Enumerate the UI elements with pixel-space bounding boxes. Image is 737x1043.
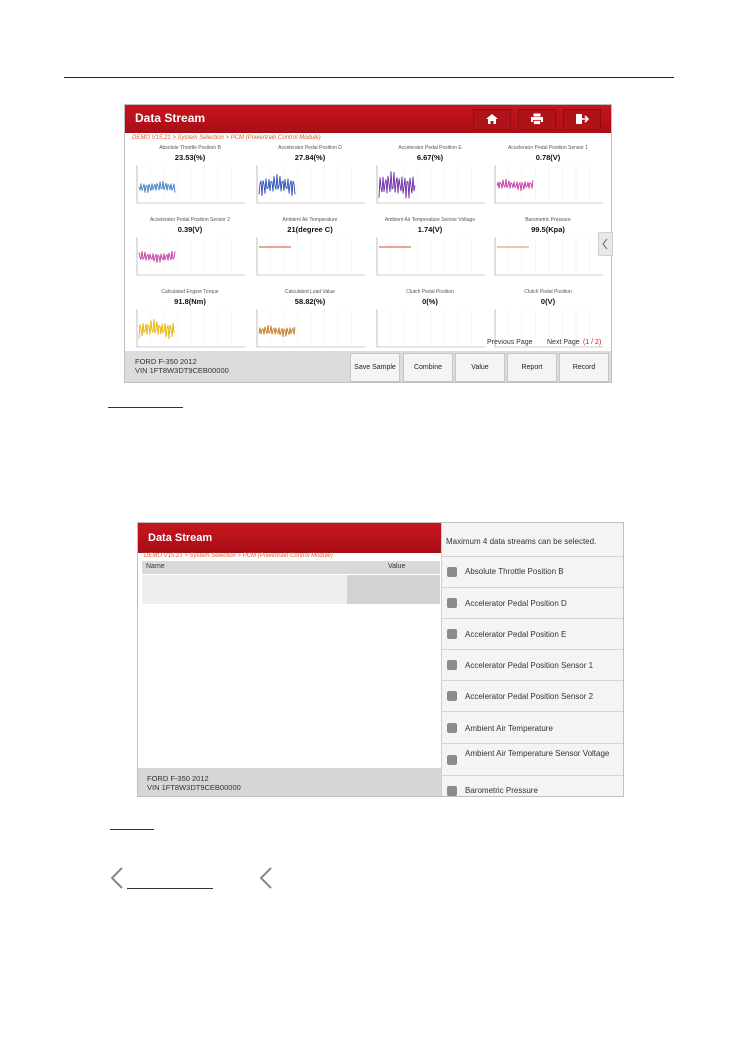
expand-panel-button[interactable] [598,232,613,256]
graph-cell[interactable] [371,217,489,285]
graph-plot [491,307,605,353]
data-stream-select-screen [137,522,624,797]
stream-option-label: Accelerator Pedal Position Sensor 2 [465,692,594,701]
graph-plot [373,163,487,209]
vehicle-info [135,357,229,375]
graph-label: Calculated Load Value [285,289,335,295]
footer-bar [125,351,611,382]
graph-cell[interactable] [131,145,249,213]
footer-bar [138,768,441,796]
home-icon [485,113,499,125]
graph-cell[interactable] [489,289,607,357]
graph-series-line [139,319,175,339]
graph-label: Accelerator Pedal Position D [278,145,342,151]
vehicle-info [147,774,241,792]
graph-plot [373,235,487,281]
chevron-left-icon [599,233,612,255]
stream-option[interactable] [442,618,624,649]
graph-label: Accelerator Pedal Position E [398,145,462,151]
graph-cell[interactable] [489,145,607,213]
home-button[interactable] [473,109,511,130]
vehicle-model: FORD F-350 2012 [135,357,197,366]
graph-cell[interactable] [131,217,249,285]
table-header [142,561,440,574]
graph-cell[interactable] [371,145,489,213]
selection-limit-message: Maximum 4 data streams can be selected. [446,537,597,546]
chevron-left-icon [108,866,126,890]
graph-label: Accelerator Pedal Position Sensor 1 [507,145,589,151]
graph-value: 99.5(Kpa) [531,225,565,234]
graph-cell[interactable] [251,289,369,357]
vehicle-vin: VIN 1FT8W3DT9CEB00000 [135,366,229,375]
stream-option-label: Accelerator Pedal Position D [465,599,567,608]
checkbox[interactable] [447,660,457,670]
report-button[interactable]: Report [507,353,557,382]
checkbox[interactable] [447,567,457,577]
checkbox[interactable] [447,691,457,701]
graph-plot [373,307,487,353]
record-button[interactable]: Record [559,353,609,382]
checkbox[interactable] [447,723,457,733]
table-row [142,575,440,604]
graph-value: 21(degree C) [287,225,333,234]
stream-option-label: Accelerator Pedal Position E [465,630,567,639]
graph-value: 0(%) [422,297,438,306]
graph-cell[interactable] [251,217,369,285]
graph-label: Clutch Pedal Position [406,289,454,295]
app-header [138,523,441,553]
graph-plot [253,163,367,209]
stream-option-label: Barometric Pressure [465,786,538,795]
print-icon [530,113,544,125]
graph-label: Calculated Engine Torque [161,289,219,295]
graph-label: Ambient Air Temperature [282,217,338,223]
graph-label: Absolute Throttle Position B [159,145,221,151]
graph-plot [253,235,367,281]
column-value: Value [388,563,406,570]
app-header [125,105,611,133]
graph-value: 91.8(Nm) [174,297,206,306]
graph-series-line [497,179,533,191]
graph-series-line [259,325,295,337]
print-button[interactable] [518,109,556,130]
page-indicator: (1 / 2) [583,339,602,346]
graph-series-line [259,174,295,196]
stream-option[interactable] [442,680,624,711]
graph-cell[interactable] [371,289,489,357]
graph-value: 6.67(%) [416,153,444,162]
graph-value: 27.84(%) [294,153,326,162]
column-name: Name [146,563,165,570]
combine-button[interactable]: Combine [403,353,453,382]
stream-option[interactable] [442,556,624,587]
graph-value: 23.53(%) [174,153,206,162]
graph-plot [133,307,247,353]
graph-label: Clutch Pedal Position [524,289,572,295]
stream-option[interactable] [442,649,624,680]
stream-option-label: Accelerator Pedal Position Sensor 1 [465,661,594,670]
graph-value: 0.39(V) [177,225,203,234]
graph-cell[interactable] [251,145,369,213]
stream-select-panel [441,523,624,796]
next-page-button[interactable]: Next Page [547,339,580,346]
page-title: Data Stream [148,532,213,544]
graph-series-line [139,181,175,193]
vehicle-model: FORD F-350 2012 [147,774,209,783]
vehicle-vin: VIN 1FT8W3DT9CEB00000 [147,783,241,792]
graph-plot [133,163,247,209]
graph-value: 1.74(V) [417,225,443,234]
section-underline [110,829,154,830]
graph-plot [253,307,367,353]
exit-icon [575,113,589,125]
previous-page-button[interactable]: Previous Page [487,339,533,346]
save-sample-button[interactable]: Save Sample [350,353,400,382]
graph-label: Ambient Air Temperature Sensor Voltage [384,217,476,223]
section-underline [108,407,183,408]
graph-value: 0(V) [540,297,556,306]
stream-option-label: Ambient Air Temperature Sensor Voltage [465,749,610,758]
section-underline [127,888,213,889]
graph-plot [491,235,605,281]
graph-plot [491,163,605,209]
graph-series-line [139,251,175,263]
data-stream-graph-screen [124,104,612,383]
stream-option[interactable] [442,743,624,775]
value-cell [347,575,440,604]
page-title: Data Stream [135,111,206,125]
chevron-left-icon [257,866,275,890]
graph-plot [133,235,247,281]
data-stream-graphs [131,145,605,349]
stream-option[interactable] [442,587,624,618]
graph-value: 58.82(%) [294,297,326,306]
stream-option-label: Absolute Throttle Position B [465,567,564,576]
stream-option[interactable] [442,711,624,743]
breadcrumb: DEMO V15.21 > System Selection > PCM (Powertrain Control Module) [132,135,321,141]
breadcrumb: DEMO V15.21 > System Selection > PCM (Powertrain Control Module) [144,553,333,559]
graph-label: Accelerator Pedal Position Sensor 2 [149,217,231,223]
stream-option[interactable] [442,775,624,797]
checkbox[interactable] [447,598,457,608]
stream-option-label: Ambient Air Temperature [465,724,553,733]
checkbox[interactable] [447,786,457,796]
graph-cell[interactable] [489,217,607,285]
value-button[interactable]: Value [455,353,505,382]
graph-value: 0.78(V) [535,153,561,162]
checkbox[interactable] [447,629,457,639]
exit-button[interactable] [563,109,601,130]
graph-label: Barometric Pressure [525,217,571,223]
graph-cell[interactable] [131,289,249,357]
checkbox[interactable] [447,755,457,765]
graph-series-line [379,171,415,198]
header-rule [64,77,674,78]
